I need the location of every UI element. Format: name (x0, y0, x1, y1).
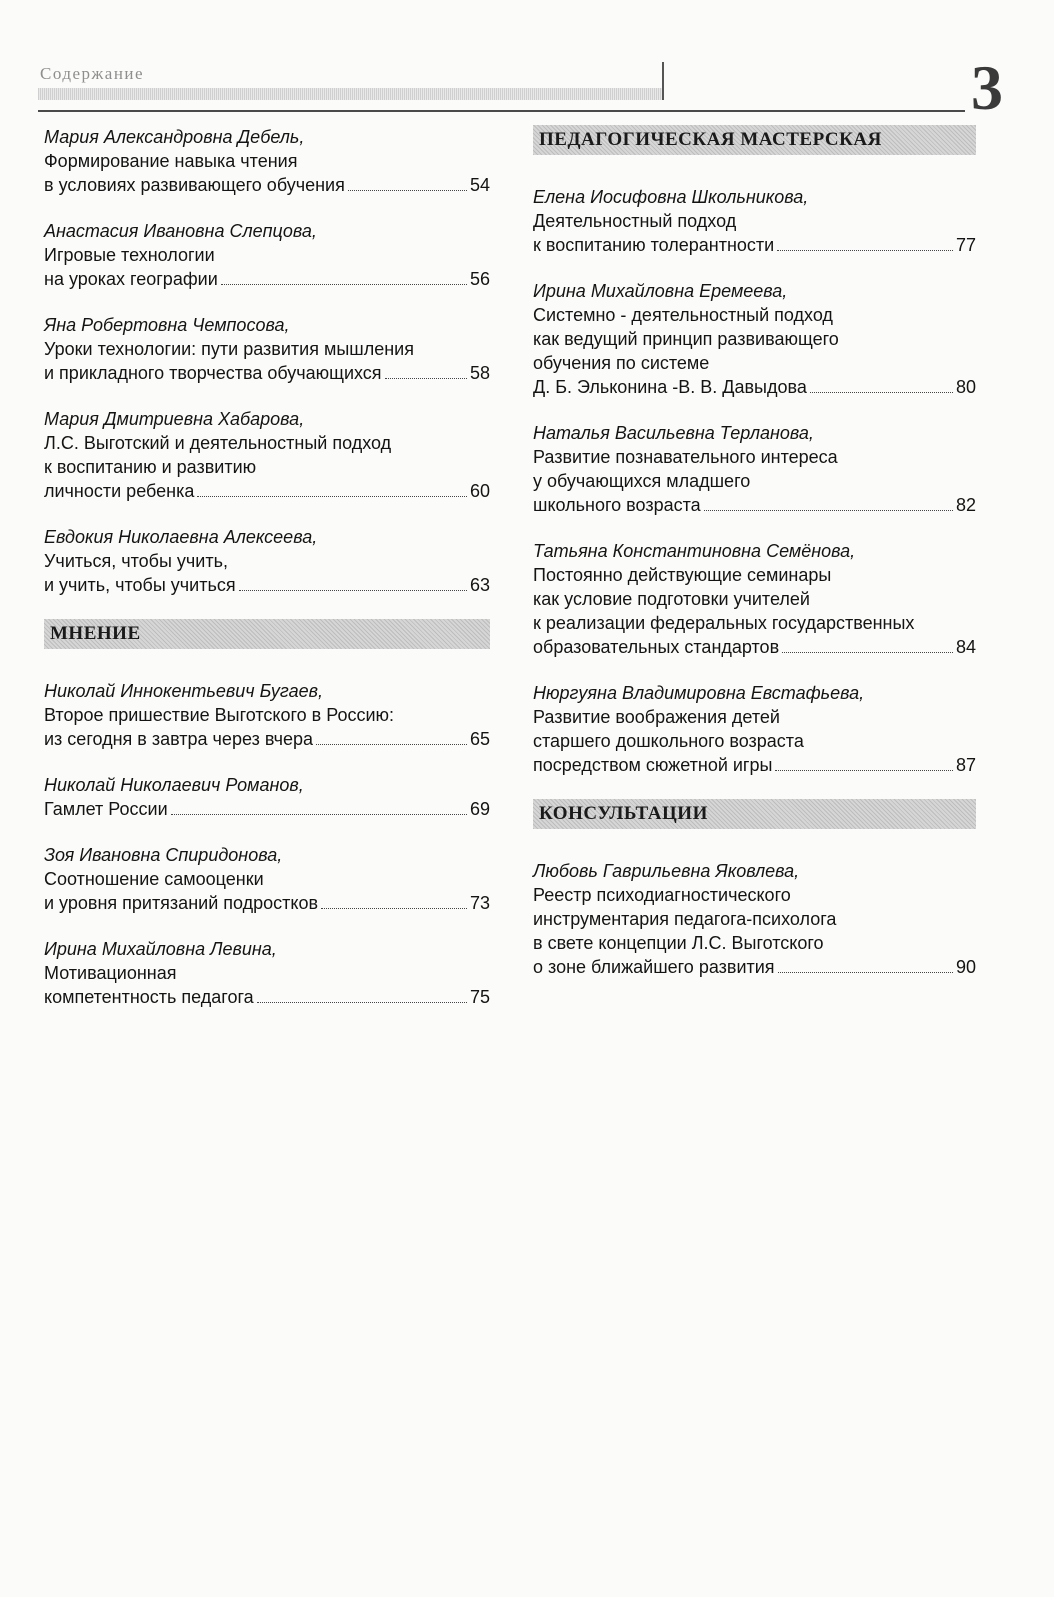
toc-entry (533, 859, 976, 979)
entry-title-line: в условиях развивающего обучения (44, 175, 345, 195)
entry-author: Мария Дмитриевна Хабарова, (44, 409, 305, 429)
dot-leader (782, 652, 953, 653)
entry-title-line: Развитие воображения детей (533, 707, 780, 727)
running-header (38, 52, 1003, 123)
entry-author: Николай Николаевич Романов, (44, 775, 304, 795)
toc-entry (44, 407, 490, 503)
entry-title-line: Второе пришествие Выготского в Россию: (44, 705, 395, 725)
dot-leader (810, 392, 953, 393)
entry-title-line: Учиться, чтобы учить, (44, 551, 228, 571)
dot-leader (704, 510, 953, 511)
entry-last-line (44, 361, 490, 385)
entry-author: Николай Иннокентьевич Бугаев, (44, 681, 324, 701)
dot-leader (778, 972, 953, 973)
entry-last-line (44, 479, 490, 503)
entries-group (44, 125, 490, 597)
toc-entry (533, 421, 976, 517)
entry-title-line: школьного возраста (533, 495, 701, 515)
entry-title-line: как условие подготовки учителей (533, 589, 810, 609)
entry-title-line: из сегодня в завтра через вчера (44, 729, 313, 749)
entry-title-line: на уроках географии (44, 269, 218, 289)
entry-page-number: 90 (955, 957, 976, 977)
entry-page-number: 73 (469, 893, 490, 913)
page-number: 3 (965, 56, 1003, 120)
entry-last-line (44, 173, 490, 197)
entry-title-line: и уровня притязаний подростков (44, 893, 319, 913)
entry-title-line: Мотивационная (44, 963, 177, 983)
toc-right-column (533, 125, 976, 1001)
dot-leader (385, 378, 467, 379)
entry-page-number: 56 (469, 269, 490, 289)
toc-entry (44, 937, 490, 1009)
dot-leader (171, 814, 467, 815)
entry-title-line: старшего дошкольного возраста (533, 731, 804, 751)
entries-group (533, 185, 976, 777)
entry-title-line: Д. Б. Эльконина -В. В. Давыдова (533, 377, 807, 397)
entry-last-line (533, 233, 976, 257)
entry-title-line: Реестр психодиагностического (533, 885, 791, 905)
entry-title-line: Формирование навыка чтения (44, 151, 298, 171)
dot-leader (221, 284, 467, 285)
header-tick (662, 62, 664, 100)
entry-page-number: 63 (469, 575, 490, 595)
toc-entry (533, 279, 976, 399)
entry-page-number: 58 (469, 363, 490, 383)
header-rule (38, 110, 1003, 112)
entry-page-number: 69 (469, 799, 490, 819)
section-heading: ПЕДАГОГИЧЕСКАЯ МАСТЕРСКАЯ (533, 125, 976, 155)
entry-last-line (44, 573, 490, 597)
entry-last-line (44, 985, 490, 1009)
entry-last-line (533, 375, 976, 399)
entry-author: Мария Александровна Дебель, (44, 127, 305, 147)
entry-title-line: образовательных стандартов (533, 637, 780, 657)
dot-leader (775, 770, 953, 771)
entry-author: Ирина Михайловна Еремеева, (533, 281, 788, 301)
entry-author: Анастасия Ивановна Слепцова, (44, 221, 317, 241)
entry-last-line (44, 727, 490, 751)
entry-title-line: к воспитанию и развитию (44, 457, 257, 477)
dot-leader (348, 190, 467, 191)
entry-title-line: у обучающихся младшего (533, 471, 751, 491)
running-title: Содержание (40, 64, 145, 83)
entry-page-number: 82 (955, 495, 976, 515)
toc-entry (44, 313, 490, 385)
toc-entry (44, 843, 490, 915)
dot-leader (239, 590, 467, 591)
entry-title-line: Системно - деятельностный подход (533, 305, 833, 325)
entry-page-number: 75 (469, 987, 490, 1007)
toc-entry (44, 125, 490, 197)
entry-page-number: 54 (469, 175, 490, 195)
toc-entry (44, 679, 490, 751)
entry-page-number: 65 (469, 729, 490, 749)
entry-title-line: Соотношение самооценки (44, 869, 264, 889)
toc-entry (44, 525, 490, 597)
entry-author: Ирина Михайловна Левина, (44, 939, 277, 959)
entries-group (44, 679, 490, 1009)
entry-last-line (533, 955, 976, 979)
entry-title-line: Гамлет России (44, 799, 168, 819)
entry-last-line (44, 797, 490, 821)
entry-title-line: Развитие познавательного интереса (533, 447, 838, 467)
entry-last-line (44, 267, 490, 291)
entry-title-line: как ведущий принцип развивающего (533, 329, 839, 349)
entry-page-number: 60 (469, 481, 490, 501)
entry-author: Наталья Васильевна Терланова, (533, 423, 814, 443)
entry-author: Любовь Гаврильевна Яковлева, (533, 861, 800, 881)
toc-entry (533, 185, 976, 257)
entry-title-line: и прикладного творчества обучающихся (44, 363, 382, 383)
entry-page-number: 84 (955, 637, 976, 657)
entry-last-line (44, 891, 490, 915)
entry-title-line: Деятельностный подход (533, 211, 737, 231)
entry-title-line: Постоянно действующие семинары (533, 565, 832, 585)
entry-title-line: компетентность педагога (44, 987, 254, 1007)
entry-title-line: Игровые технологии (44, 245, 215, 265)
dot-leader (316, 744, 467, 745)
entry-author: Яна Робертовна Чемпосова, (44, 315, 290, 335)
entries-group (533, 859, 976, 979)
toc-left-column (44, 125, 490, 1031)
entry-author: Нюргуяна Владимировна Евстафьева, (533, 683, 865, 703)
entry-title-line: посредством сюжетной игры (533, 755, 773, 775)
entry-title-line: Л.С. Выготский и деятельностный подход (44, 433, 392, 453)
entry-title-line: к реализации федеральных государственных (533, 613, 915, 633)
entry-title-line: инструментария педагога-психолога (533, 909, 837, 929)
section-heading: КОНСУЛЬТАЦИИ (533, 799, 976, 829)
entry-title-line: в свете концепции Л.С. Выготского (533, 933, 824, 953)
dot-leader (321, 908, 467, 909)
entry-page-number: 80 (955, 377, 976, 397)
entry-last-line (533, 635, 976, 659)
toc-entry (44, 773, 490, 821)
toc-entry (533, 681, 976, 777)
entry-title-line: Уроки технологии: пути развития мышления (44, 339, 414, 359)
dot-leader (257, 1002, 467, 1003)
section-heading: МНЕНИЕ (44, 619, 490, 649)
entry-author: Елена Иосифовна Школьникова, (533, 187, 809, 207)
entry-title-line: о зоне ближайшего развития (533, 957, 775, 977)
toc-entry (44, 219, 490, 291)
entry-author: Зоя Ивановна Спиридонова, (44, 845, 283, 865)
entry-title-line: личности ребенка (44, 481, 195, 501)
header-band (38, 88, 663, 100)
entry-title-line: обучения по системе (533, 353, 710, 373)
entry-title-line: и учить, чтобы учиться (44, 575, 236, 595)
toc-entry (533, 539, 976, 659)
dot-leader (777, 250, 953, 251)
entry-author: Татьяна Константиновна Семёнова, (533, 541, 856, 561)
entry-author: Евдокия Николаевна Алексеева, (44, 527, 318, 547)
entry-title-line: к воспитанию толерантности (533, 235, 775, 255)
entry-last-line (533, 753, 976, 777)
entry-page-number: 87 (955, 755, 976, 775)
dot-leader (197, 496, 467, 497)
entry-page-number: 77 (955, 235, 976, 255)
entry-last-line (533, 493, 976, 517)
